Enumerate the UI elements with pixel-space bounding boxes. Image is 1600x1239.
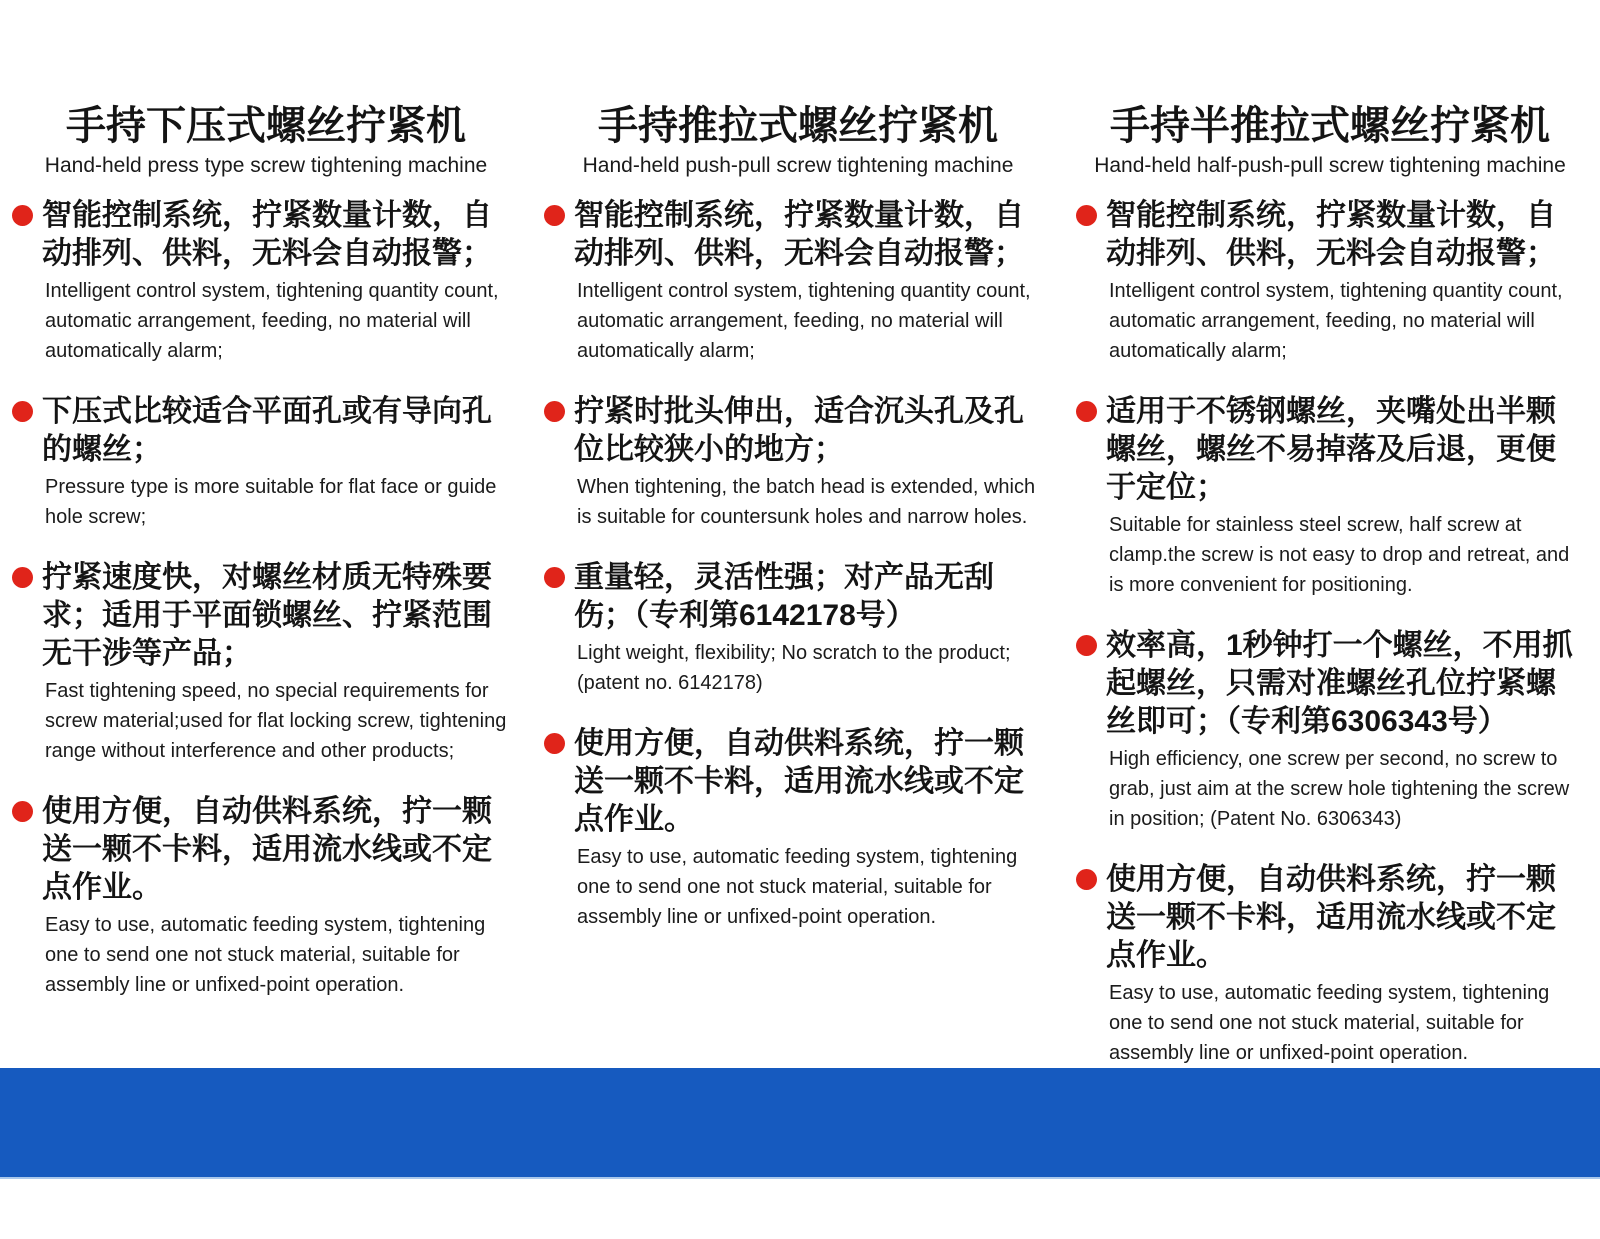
feature-text-zh: 使用方便，自动供料系统，拧一颗送一颗不卡料，适用流水线或不定点作业。 xyxy=(42,795,492,904)
bullet-icon xyxy=(12,567,33,588)
feature-item xyxy=(546,197,1050,366)
column-title-en: Hand-held half-push-pull screw tightening machine xyxy=(1094,154,1566,177)
feature-text-zh: 使用方便，自动供料系统，拧一颗送一颗不卡料，适用流水线或不定点作业。 xyxy=(1106,863,1556,972)
bullet-icon xyxy=(1076,401,1097,422)
column-title-zh: 手持半推拉式螺丝拧紧机 xyxy=(1110,104,1550,148)
feature-text-en: Light weight, flexibility; No scratch to the product; (patent no. 6142178) xyxy=(577,642,1011,694)
feature-list xyxy=(14,197,518,1000)
feature-text-zh: 智能控制系统，拧紧数量计数，自动排列、供料，无料会自动报警； xyxy=(1106,199,1556,270)
column-title-en: Hand-held press type screw tightening machine xyxy=(44,154,488,177)
feature-text-en: Easy to use, automatic feeding system, tightening one to send one not stuck material, suitable for assembly line or unfixed-point operation. xyxy=(577,846,1018,928)
feature-text-zh: 重量轻，灵活性强；对产品无刮伤；（专利第6142178号） xyxy=(574,561,994,632)
feature-item xyxy=(546,725,1050,932)
feature-text-en: Intelligent control system, tightening quantity count, automatic arrangement, feeding, no material will automatically alarm; xyxy=(577,280,1031,362)
bullet-icon xyxy=(12,205,33,226)
feature-text-en: High efficiency, one screw per second, no screw to grab, just aim at the screw hole tightening the screw in position; (Patent No. 6306343) xyxy=(1109,748,1570,830)
feature-text-zh: 拧紧时批头伸出，适合沉头孔及孔位比较狭小的地方； xyxy=(574,395,1024,466)
column-title-en: Hand-held push-pull screw tightening machine xyxy=(582,154,1014,177)
feature-item xyxy=(14,559,518,766)
product-column-press-type xyxy=(14,102,518,1095)
column-title-zh: 手持下压式螺丝拧紧机 xyxy=(66,104,466,148)
feature-text-en: When tightening, the batch head is extended, which is suitable for countersunk holes and narrow holes. xyxy=(577,476,1036,528)
bullet-icon xyxy=(1076,635,1097,656)
feature-text-en: Pressure type is more suitable for flat face or guide hole screw; xyxy=(45,476,497,528)
feature-item xyxy=(1078,393,1582,600)
feature-item xyxy=(14,393,518,532)
bullet-icon xyxy=(1076,205,1097,226)
bullet-icon xyxy=(12,801,33,822)
feature-text-zh: 使用方便，自动供料系统，拧一颗送一颗不卡料，适用流水线或不定点作业。 xyxy=(574,727,1024,836)
product-column-half-push-pull xyxy=(1078,102,1582,1095)
feature-item xyxy=(1078,627,1582,834)
bullet-icon xyxy=(12,401,33,422)
column-title-zh: 手持推拉式螺丝拧紧机 xyxy=(598,104,998,148)
feature-text-en: Easy to use, automatic feeding system, tightening one to send one not stuck material, suitable for assembly line or unfixed-point operation. xyxy=(45,914,486,996)
feature-item xyxy=(546,393,1050,532)
bullet-icon xyxy=(1076,869,1097,890)
feature-list xyxy=(1078,197,1582,1068)
feature-text-en: Intelligent control system, tightening quantity count, automatic arrangement, feeding, no material will automatically alarm; xyxy=(1109,280,1563,362)
bullet-icon xyxy=(544,205,565,226)
feature-text-en: Suitable for stainless steel screw, half screw at clamp.the screw is not easy to drop and retreat, and is more convenient for positioning. xyxy=(1109,514,1570,596)
feature-text-zh: 下压式比较适合平面孔或有导向孔的螺丝； xyxy=(42,395,492,466)
feature-text-zh: 智能控制系统，拧紧数量计数，自动排列、供料，无料会自动报警； xyxy=(42,199,492,270)
feature-text-en: Fast tightening speed, no special requirements for screw material;used for flat locking screw, tightening range without interference and other products; xyxy=(45,680,507,762)
feature-item xyxy=(14,793,518,1000)
bullet-icon xyxy=(544,401,565,422)
feature-item xyxy=(546,559,1050,698)
feature-text-zh: 拧紧速度快，对螺丝材质无特殊要求；适用于平面锁螺丝、拧紧范围无干涉等产品； xyxy=(42,561,492,670)
feature-item xyxy=(14,197,518,366)
feature-item xyxy=(1078,197,1582,366)
bullet-icon xyxy=(544,567,565,588)
product-column-push-pull xyxy=(546,102,1050,1095)
bullet-icon xyxy=(544,733,565,754)
feature-list xyxy=(546,197,1050,932)
footer-blue-band xyxy=(0,1068,1600,1179)
feature-item xyxy=(1078,861,1582,1068)
feature-text-zh: 适用于不锈钢螺丝，夹嘴处出半颗螺丝，螺丝不易掉落及后退，更便于定位； xyxy=(1106,395,1556,504)
feature-text-zh: 效率高，1秒钟打一个螺丝，不用抓起螺丝，只需对准螺丝孔位拧紧螺丝即可；（专利第6306343号） xyxy=(1106,629,1573,738)
feature-text-en: Intelligent control system, tightening quantity count, automatic arrangement, feeding, no material will automatically alarm; xyxy=(45,280,499,362)
feature-text-zh: 智能控制系统，拧紧数量计数，自动排列、供料，无料会自动报警； xyxy=(574,199,1024,270)
feature-text-en: Easy to use, automatic feeding system, tightening one to send one not stuck material, suitable for assembly line or unfixed-point operation. xyxy=(1109,982,1550,1064)
